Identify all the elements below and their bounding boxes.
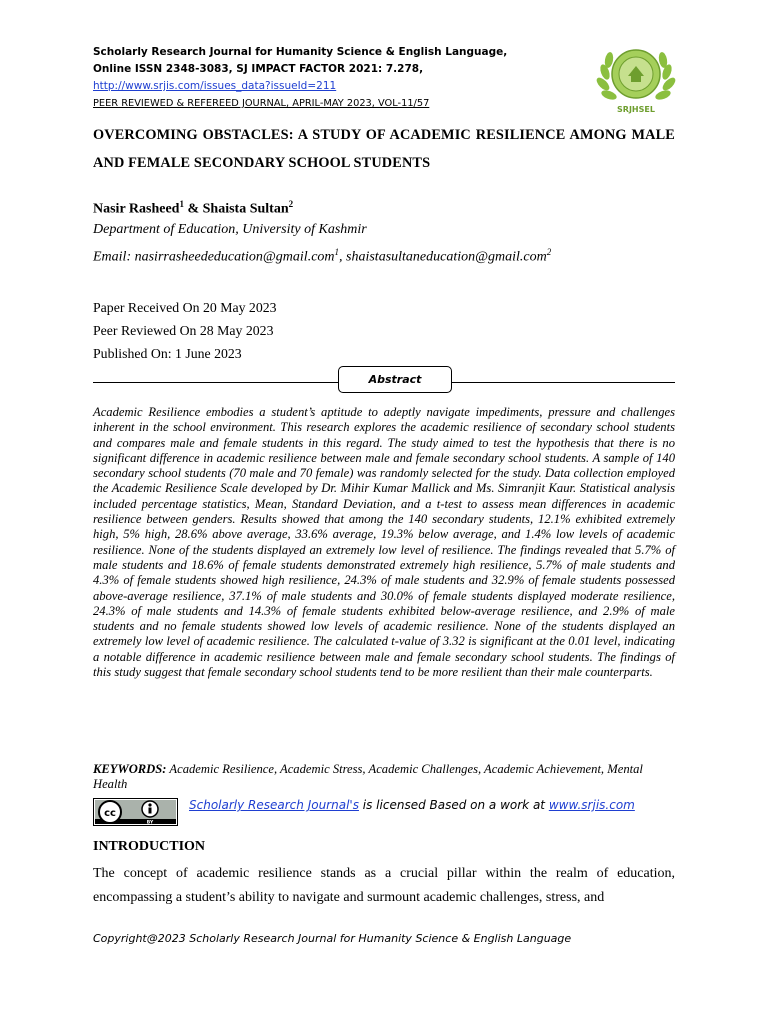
keywords-text: Academic Resilience, Academic Stress, Academic Challenges, Academic Achievement, Mental Health <box>93 762 643 792</box>
keywords-label: KEYWORDS: <box>93 762 167 776</box>
logo-text: SRJHSEL <box>617 105 655 114</box>
abstract-text: Academic Resilience embodies a student’s aptitude to adeptly navigate impediments, pressure and challenges inherent in the school environment. This research explores the academic resilience of secondary school students and compares male and female students in this regard. The study aimed to test the hypothesis that there is no significant difference in academic resilience between male and female secondary school students. A sample of 140 secondary school students (70 male and 70 female) was randomly selected for the study. Data collection employed the Academic Resilience Scale developed by Dr. Mihir Kumar Mallick and Ms. Simranjit Kaur. Statistical analysis included percentage statistics, Mean, Standard Deviation, and a t-test to assess mean differences in academic resilience between genders. Results showed that among the 140 secondary students, 12.1% exhibited extremely high, 5% high, 28.6% above average, 33.6% average, 19.3% below average, and 1.4% low levels of academic resilience. None of the students displayed an extremely low level of resilience. The findings revealed that 5.7% of male students and 18.6% of female students demonstrated extremely high resilience, 5.7% of male students and 4.3% of female students showed high resilience, 24.3% of male students and 32.9% of female students possessed above-average resilience, 37.1% of male students and 30.0% of female students displayed moderate resilience, 24.3% of male students and 14.3% of female students exhibited below-average resilience, and 2.9% of male students and no female students showed low levels of academic resilience. None of the students displayed an extremely low level of academic resilience. The calculated t-value of 3.32 is significant at the 0.01 level, indicating a notable difference in academic resilience between male and female secondary school students. The findings of this study suggest that female secondary school students tend to be more resilient than their male counterparts. <box>93 405 675 680</box>
email-line <box>93 247 551 266</box>
received-date: Paper Received On 20 May 2023 <box>93 300 277 315</box>
email-1: Email: nasirrasheededucation@gmail.com <box>93 249 335 265</box>
authors <box>93 199 293 218</box>
email-2: , shaistasultaneducation@gmail.com <box>339 249 547 265</box>
abstract-rule-left <box>93 382 338 383</box>
paper-title: OVERCOMING OBSTACLES: A STUDY OF ACADEMIC RESILIENCE AMONG MALE AND FEMALE SECONDARY SCHOOL STUDENTS <box>93 127 675 171</box>
author-2: Shaista Sultan <box>202 201 289 217</box>
published-date: Published On: 1 June 2023 <box>93 346 242 361</box>
srjis-site-link[interactable]: www.srjis.com <box>548 798 635 812</box>
department: Department of Education, University of Kashmir <box>93 222 367 237</box>
abstract-label: Abstract <box>338 366 452 393</box>
journal-header <box>93 44 507 112</box>
cc-by-label: BY <box>146 820 154 826</box>
abstract-rule-right <box>452 382 675 383</box>
introduction-text: The concept of academic resilience stands as a crucial pillar within the realm of education, encompassing a student’s ability to navigate and surmount academic challenges, stress, and <box>93 866 675 905</box>
peer-review-line: PEER REVIEWED & REFEREED JOURNAL, APRIL-MAY 2023, VOL-11/57 <box>93 98 430 109</box>
email-1-sup: 1 <box>334 247 340 257</box>
publication-dates <box>93 296 277 365</box>
email-2-sup: 2 <box>546 247 552 257</box>
issue-link[interactable]: http://www.srjis.com/issues_data?issueId=211 <box>93 80 337 92</box>
author-1-affiliation: 1 <box>179 199 184 209</box>
introduction-heading: INTRODUCTION <box>93 839 206 854</box>
license-middle: is licensed Based on a work at <box>358 798 549 812</box>
journal-name: Scholarly Research Journal for Humanity Science & English Language, <box>93 46 508 58</box>
author-2-affiliation: 2 <box>288 199 294 209</box>
cc-by-license-badge[interactable] <box>93 798 178 826</box>
journal-license-link[interactable]: Scholarly Research Journal's <box>189 798 359 812</box>
author-1: Nasir Rasheed <box>93 201 180 217</box>
journal-logo <box>595 38 677 116</box>
issn-line: Online ISSN 2348-3083, SJ IMPACT FACTOR 2021: 7.278, <box>93 63 424 75</box>
keywords <box>93 762 675 793</box>
svg-text:cc: cc <box>104 808 116 819</box>
reviewed-date: Peer Reviewed On 28 May 2023 <box>93 323 274 338</box>
license-statement <box>189 798 635 812</box>
author-separator: & <box>183 201 203 217</box>
copyright-footer: Copyright@2023 Scholarly Research Journal for Humanity Science & English Language <box>93 932 572 945</box>
